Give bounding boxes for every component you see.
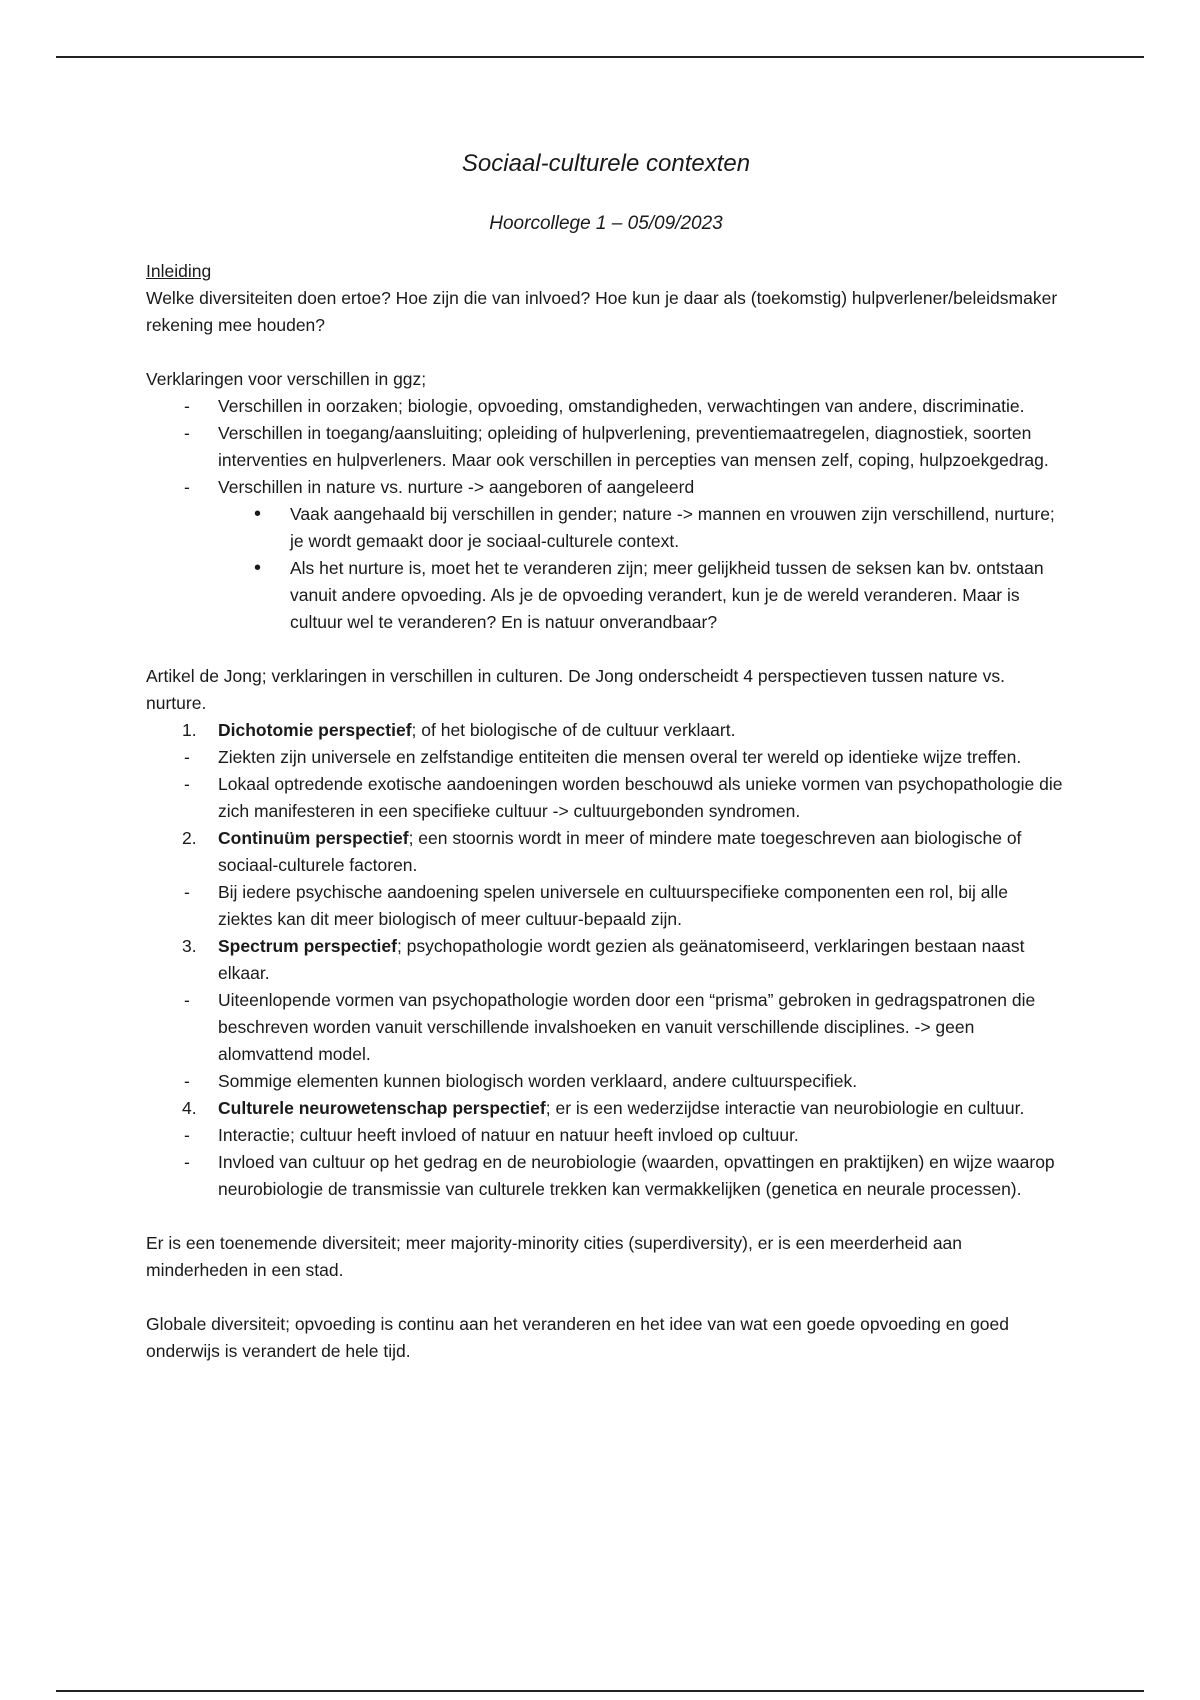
perspective-number: 1. [182,720,197,740]
list-item: - Interactie; cultuur heeft invloed of natuur en natuur heeft invloed op cultuur. [146,1122,1066,1149]
list-item: - Uiteenlopende vormen van psychopathologie worden door een “prisma” gebroken in gedragspatronen die beschreven worden vanuit verschillende invalshoeken en vanuit verschillende disciplines. -> geen alomvattend model. [146,987,1066,1068]
explanations-list [146,393,1066,501]
perspective-desc: ; psychopathologie wordt gezien als geänatomiseerd, verklaringen bestaan naast elkaar. [218,936,1025,983]
perspective-number: 2. [182,828,197,848]
list-item: - Invloed van cultuur op het gedrag en de neurobiologie (waarden, opvattingen en praktijken) en wijze waarop neurobiologie de transmissie van culturele trekken kan vermakkelijken (genetica en neurale processen). [146,1149,1066,1203]
perspective-item [146,825,1066,879]
list-item: • Vaak aangehaald bij verschillen in gender; nature -> mannen en vrouwen zijn verschillend, nurture; je wordt gemaakt door je sociaal-culturele context. [146,501,1066,555]
list-item: - Verschillen in oorzaken; biologie, opvoeding, omstandigheden, verwachtingen van andere, discriminatie. [146,393,1066,420]
intro-text: Welke diversiteiten doen ertoe? Hoe zijn die van inlvoed? Hoe kun je daar als (toekomstig) hulpverlener/beleidsmaker rekening mee houden? [146,288,1058,335]
perspective-item [146,1095,1066,1122]
perspective-desc: ; er is een wederzijdse interactie van neurobiologie en cultuur. [545,1098,1025,1118]
list-item: - Sommige elementen kunnen biologisch worden verklaard, andere cultuurspecifiek. [146,1068,1066,1095]
diversity-text: Er is een toenemende diversiteit; meer majority-minority cities (superdiversity), er is een meerderheid aan minderheden in een stad. [146,1233,963,1280]
document-title: Sociaal-culturele contexten [461,150,751,177]
footer-rule [56,1690,1144,1692]
list-item: • Als het nurture is, moet het te veranderen zijn; meer gelijkheid tussen de seksen kan bv. ontstaan vanuit andere opvoeding. Als je de opvoeding verandert, kun je de wereld veranderen. Maar is cultuur wel te veranderen? En is natuur onverandbaar? [146,555,1066,636]
document-subtitle: Hoorcollege 1 – 05/09/2023 [489,213,723,234]
perspective-name: Continuüm perspectief [218,828,409,848]
list-item: - Lokaal optredende exotische aandoeningen worden beschouwd als unieke vormen van psychopathologie die zich manifesteren in een specifieke cultuur -> cultuurgebonden syndromen. [146,771,1066,825]
perspective-item [146,933,1066,987]
perspective-number: 4. [182,1098,197,1118]
list-item: - Bij iedere psychische aandoening spelen universele en cultuurspecifieke componenten een rol, bij alle ziektes kan dit meer biologisch of meer cultuur-bepaald zijn. [146,879,1066,933]
perspective-desc: ; een stoornis wordt in meer of mindere mate toegeschreven aan biologische of sociaal-culturele factoren. [218,828,1022,875]
article-intro: Artikel de Jong; verklaringen in verschillen in culturen. De Jong onderscheidt 4 perspectieven tussen nature vs. nurture. [146,666,1005,713]
perspective-desc: ; of het biologische of de cultuur verklaart. [411,720,736,740]
perspective-item [146,717,1066,744]
nature-bullets [146,501,1066,636]
list-item: - Verschillen in toegang/aansluiting; opleiding of hulpverlening, preventiemaatregelen, diagnostiek, soorten interventies en hulpverleners. Maar ook verschillen in percepties van mensen zelf, coping, hulpzoekgedrag. [146,420,1066,474]
global-text: Globale diversiteit; opvoeding is continu aan het veranderen en het idee van wat een goede opvoeding en goed onderwijs is verandert de hele tijd. [146,1314,1009,1361]
perspective-name: Dichotomie perspectief [218,720,412,740]
intro-heading: Inleiding [146,261,212,281]
perspective-number: 3. [182,936,197,956]
list-item: - Verschillen in nature vs. nurture -> aangeboren of aangeleerd [146,474,1066,501]
explanations-intro: Verklaringen voor verschillen in ggz; [146,369,427,389]
header-rule [56,56,1144,58]
perspectives-list [146,717,1066,1203]
perspective-name: Culturele neurowetenschap perspectief [218,1098,546,1118]
list-item: - Ziekten zijn universele en zelfstandige entiteiten die mensen overal ter wereld op identieke wijze treffen. [146,744,1066,771]
perspective-name: Spectrum perspectief [218,936,397,956]
document-body [146,140,1066,1365]
